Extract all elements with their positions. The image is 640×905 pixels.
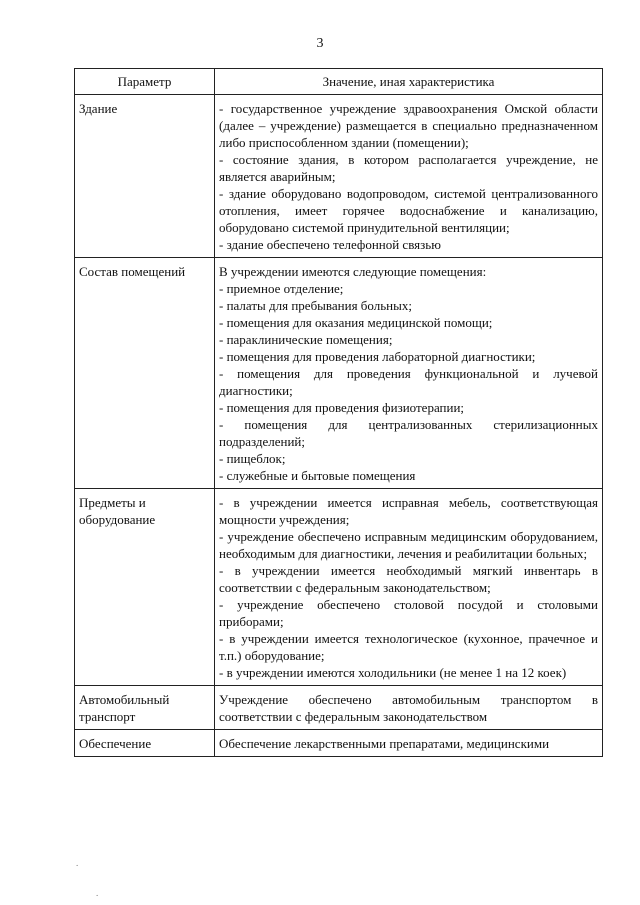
table-body [75,95,603,757]
table-row [75,258,603,489]
column-header-parameter: Параметр [75,69,215,95]
page-number: 3 [316,36,324,51]
value-cell: Обеспечение лекарственными препаратами, медицинскими [215,730,603,757]
value-cell: - в учреждении имеется исправная мебель, соответствующая мощности учреждения; - учреждение обеспечено исправным медицинским оборудованием, необходимым для диагностики, лечения и реабилитации больных; - в учреждении имеется необходимый мягкий инвентарь в соответствии с федеральным законодательством; - учреждение обеспечено столовой посудой и столовыми приборами; - в учреждении имеется технологическое (кухонное, прачечное и т.п.) оборудование; - в учреждении имеются холодильники (не менее 1 на 12 коек) [215,489,603,686]
parameters-table [74,68,603,757]
table-header-row [75,69,603,95]
column-header-value: Значение, иная характеристика [215,69,603,95]
scan-mark: . [96,888,99,898]
parameter-cell: Предметы и оборудование [75,489,215,686]
value-cell: В учреждении имеются следующие помещения: - приемное отделение; - палаты для пребывания больных; - помещения для оказания медицинской помощи; - параклинические помещения; - помещения для проведения лабораторной диагностики; - помещения для проведения функциональной и лучевой диагностики; - помещения для проведения физиотерапии; - помещения для централизованных стерилизационных подразделений; - пищеблок; - служебные и бытовые помещения [215,258,603,489]
table-row [75,686,603,730]
parameter-cell: Здание [75,95,215,258]
value-cell: Учреждение обеспечено автомобильным транспортом в соответствии с федеральным законодательством [215,686,603,730]
parameter-cell: Автомобильный транспорт [75,686,215,730]
scan-mark: . [76,858,79,868]
parameter-cell: Состав помещений [75,258,215,489]
table-row [75,95,603,258]
table-row [75,730,603,757]
parameter-cell: Обеспечение [75,730,215,757]
value-cell: - государственное учреждение здравоохранения Омской области (далее – учреждение) размещается в специально предназначенном либо приспособленном здании (помещении); - состояние здания, в котором располагается учреждение, не является аварийным; - здание оборудовано водопроводом, системой централизованного отопления, имеет горячее водоснабжение и канализацию, оборудовано системой принудительной вентиляции; - здание обеспечено телефонной связью [215,95,603,258]
table-row [75,489,603,686]
